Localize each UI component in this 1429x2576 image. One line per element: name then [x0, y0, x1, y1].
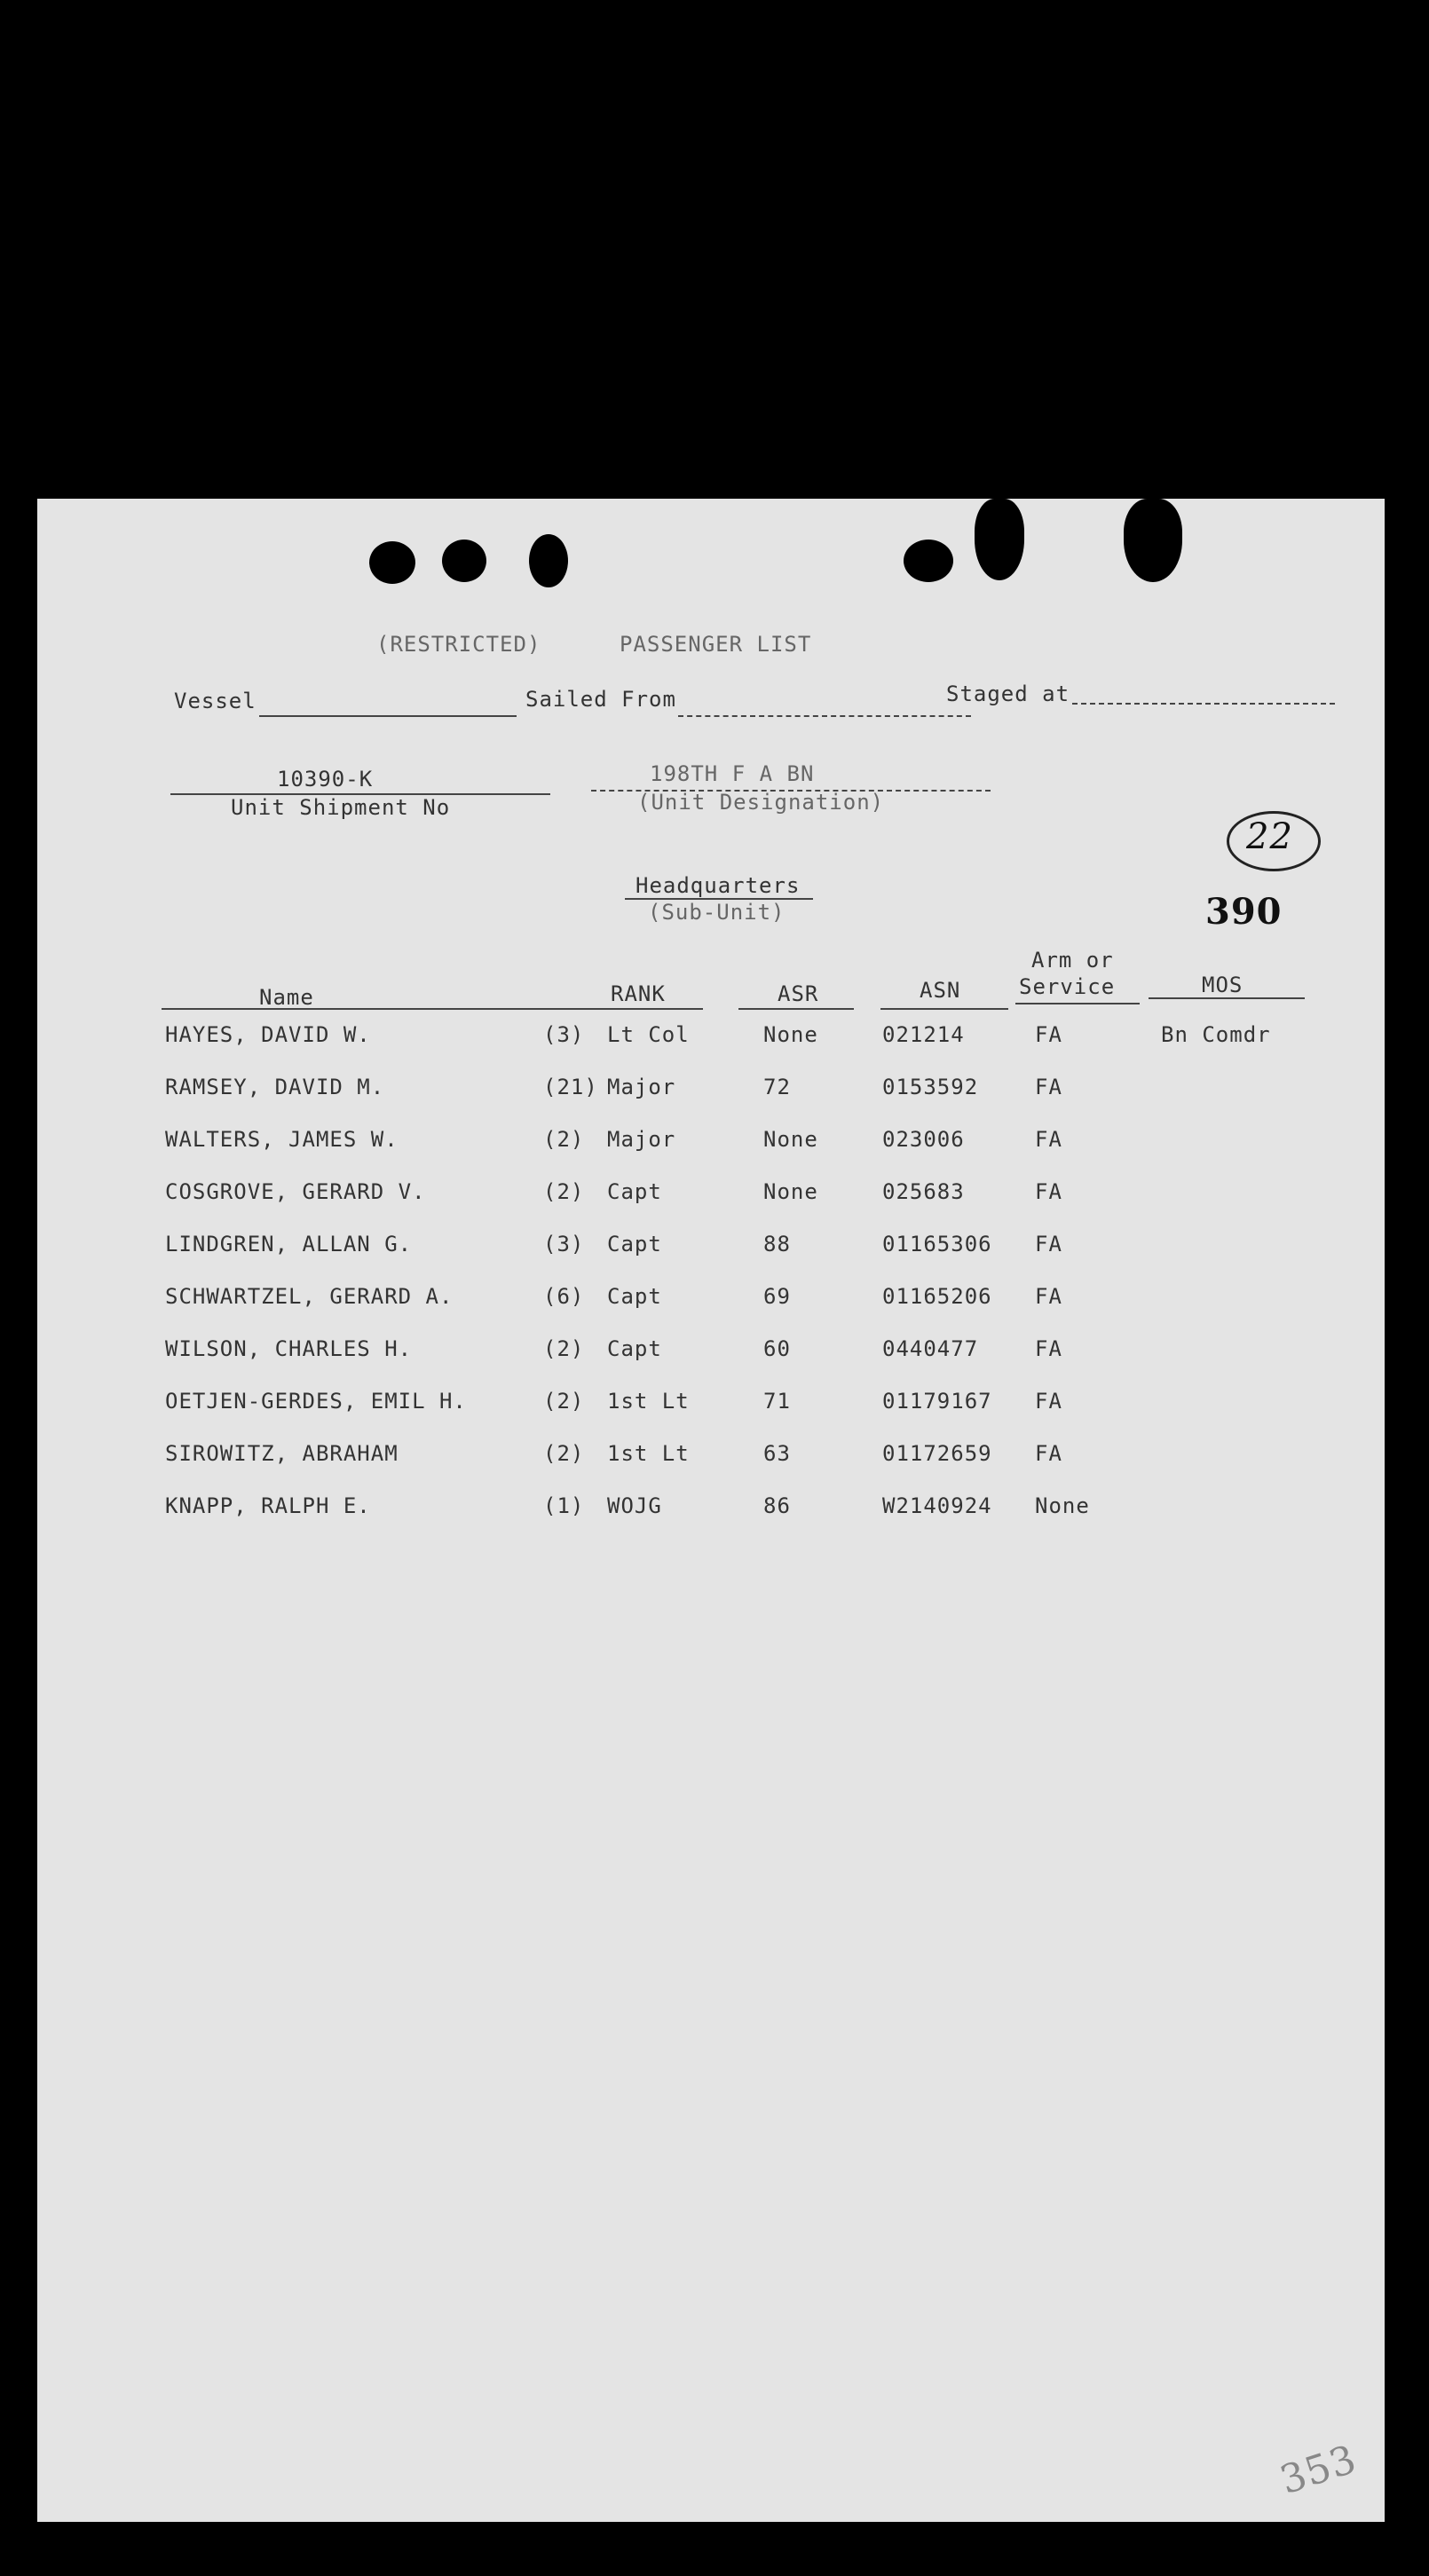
passenger-asr: None — [763, 1179, 818, 1204]
passenger-arm-service: FA — [1035, 1336, 1062, 1361]
passenger-asr: 86 — [763, 1493, 791, 1518]
passenger-list-page — [37, 499, 1385, 2522]
passenger-asn: 0440477 — [882, 1336, 979, 1361]
sub-unit-label: (Sub-Unit) — [648, 900, 786, 925]
vessel-field-line — [259, 715, 517, 717]
unit-shipment-label: Unit Shipment No — [231, 795, 451, 820]
punch-hole — [904, 540, 953, 582]
passenger-asn: 0153592 — [882, 1075, 979, 1099]
passenger-arm-service: None — [1035, 1493, 1090, 1518]
punch-hole — [442, 540, 486, 582]
passenger-code: (6) — [543, 1284, 585, 1309]
passenger-name: HAYES, DAVID W. — [165, 1022, 371, 1047]
passenger-name: KNAPP, RALPH E. — [165, 1493, 371, 1518]
column-header-rule — [1015, 1003, 1140, 1004]
passenger-asn: 01165306 — [882, 1232, 992, 1256]
punch-hole — [975, 499, 1024, 580]
passenger-asn: 01179167 — [882, 1389, 992, 1414]
passenger-name: WILSON, CHARLES H. — [165, 1336, 413, 1361]
page-number: 390 — [1205, 891, 1283, 933]
passenger-arm-service: FA — [1035, 1232, 1062, 1256]
passenger-asr: 60 — [763, 1336, 791, 1361]
column-header-rule — [738, 1008, 854, 1010]
column-header-asn: ASN — [920, 978, 961, 1003]
punch-hole — [369, 541, 415, 584]
passenger-arm-service: FA — [1035, 1179, 1062, 1204]
passenger-name: SCHWARTZEL, GERARD A. — [165, 1284, 454, 1309]
column-header-rule — [1149, 997, 1305, 999]
passenger-rank: Capt — [607, 1179, 662, 1204]
unit-shipment-number: 10390-K — [277, 767, 374, 792]
column-header-rule — [605, 1008, 703, 1010]
unit-designation: 198TH F A BN — [650, 761, 815, 786]
passenger-arm-service: FA — [1035, 1075, 1062, 1099]
passenger-asr: None — [763, 1127, 818, 1152]
sailed-from-label: Sailed From — [525, 687, 676, 712]
passenger-code: (2) — [543, 1441, 585, 1466]
passenger-asn: 021214 — [882, 1022, 965, 1047]
passenger-name: WALTERS, JAMES W. — [165, 1127, 399, 1152]
passenger-asr: None — [763, 1022, 818, 1047]
passenger-rank: 1st Lt — [607, 1441, 690, 1466]
passenger-code: (2) — [543, 1336, 585, 1361]
passenger-rank: Capt — [607, 1232, 662, 1256]
column-header-rule — [880, 1008, 1008, 1010]
passenger-rank: 1st Lt — [607, 1389, 690, 1414]
punch-hole — [1124, 499, 1182, 582]
passenger-asn: 01172659 — [882, 1441, 992, 1466]
column-header-asr: ASR — [778, 981, 819, 1006]
staged-at-label: Staged at — [946, 681, 1070, 706]
handwritten-number: 353 — [1275, 2436, 1362, 2504]
column-header-arm-bottom: Service — [1019, 974, 1116, 999]
passenger-asr: 63 — [763, 1441, 791, 1466]
passenger-asr: 71 — [763, 1389, 791, 1414]
passenger-asn: W2140924 — [882, 1493, 992, 1518]
unit-designation-label: (Unit Designation) — [637, 790, 885, 815]
passenger-arm-service: FA — [1035, 1389, 1062, 1414]
document-title: PASSENGER LIST — [620, 632, 812, 657]
passenger-name: LINDGREN, ALLAN G. — [165, 1232, 413, 1256]
passenger-asr: 69 — [763, 1284, 791, 1309]
staged-at-field-line — [1072, 703, 1335, 705]
column-header-rank: RANK — [611, 981, 666, 1006]
sailed-from-field-line — [678, 715, 971, 717]
passenger-rank: WOJG — [607, 1493, 662, 1518]
passenger-code: (3) — [543, 1232, 585, 1256]
passenger-code: (2) — [543, 1179, 585, 1204]
passenger-name: RAMSEY, DAVID M. — [165, 1075, 385, 1099]
column-header-mos: MOS — [1202, 973, 1243, 997]
column-header-arm-top: Arm or — [1031, 948, 1114, 973]
passenger-arm-service: FA — [1035, 1441, 1062, 1466]
passenger-code: (21) — [543, 1075, 598, 1099]
punch-hole — [529, 534, 568, 587]
passenger-rank: Capt — [607, 1336, 662, 1361]
passenger-code: (2) — [543, 1389, 585, 1414]
passenger-rank: Major — [607, 1075, 676, 1099]
vessel-label: Vessel — [174, 689, 257, 713]
passenger-arm-service: FA — [1035, 1127, 1062, 1152]
passenger-asn: 023006 — [882, 1127, 965, 1152]
sub-unit: Headquarters — [636, 873, 801, 898]
passenger-rank: Major — [607, 1127, 676, 1152]
passenger-asr: 72 — [763, 1075, 791, 1099]
passenger-arm-service: FA — [1035, 1284, 1062, 1309]
passenger-rank: Capt — [607, 1284, 662, 1309]
circled-number-text: 22 — [1246, 816, 1293, 857]
passenger-mos: Bn Comdr — [1161, 1022, 1271, 1047]
passenger-name: COSGROVE, GERARD V. — [165, 1179, 426, 1204]
restricted-label: (RESTRICTED) — [376, 632, 541, 657]
passenger-asn: 01165206 — [882, 1284, 992, 1309]
passenger-code: (3) — [543, 1022, 585, 1047]
passenger-name: SIROWITZ, ABRAHAM — [165, 1441, 399, 1466]
passenger-asr: 88 — [763, 1232, 791, 1256]
passenger-asn: 025683 — [882, 1179, 965, 1204]
passenger-arm-service: FA — [1035, 1022, 1062, 1047]
passenger-rank: Lt Col — [607, 1022, 690, 1047]
passenger-code: (1) — [543, 1493, 585, 1518]
passenger-name: OETJEN-GERDES, EMIL H. — [165, 1389, 467, 1414]
passenger-code: (2) — [543, 1127, 585, 1152]
column-header-name: Name — [259, 985, 314, 1010]
column-header-rule — [162, 1008, 632, 1010]
